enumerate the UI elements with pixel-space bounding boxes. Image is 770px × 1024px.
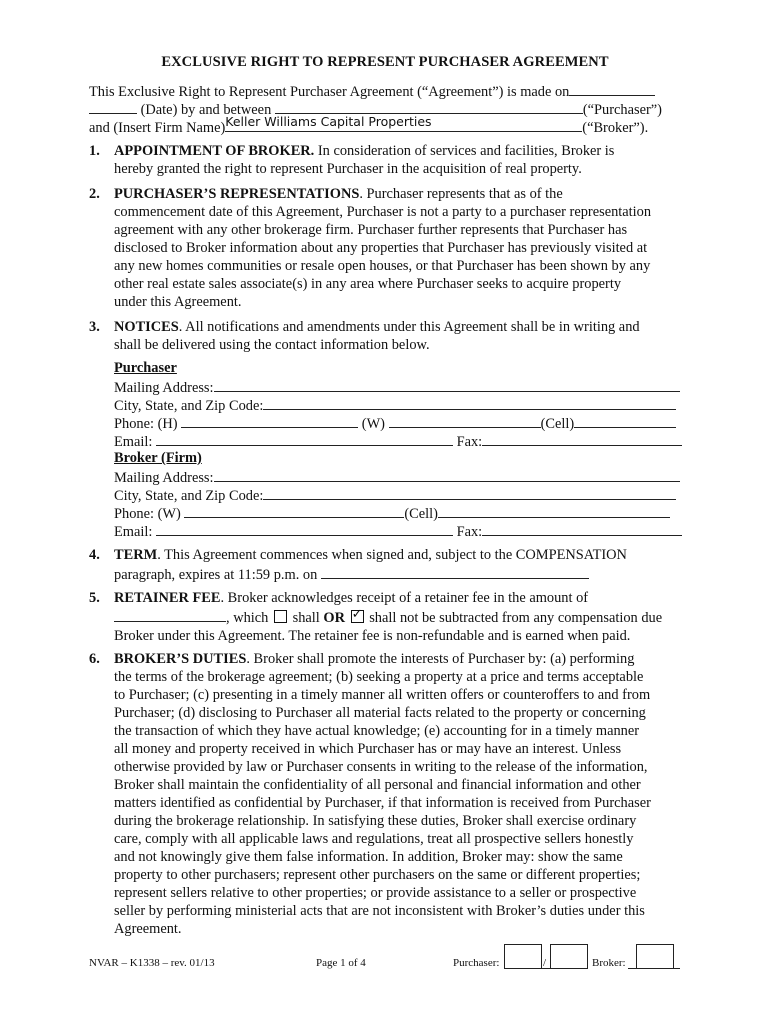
- broker-city-row: City, State, and Zip Code:: [114, 485, 676, 505]
- intro-line-3: and (Insert Firm Name) Keller Williams Capital Properties (“Broker”).: [89, 114, 649, 136]
- section-5-number: 5.: [89, 590, 100, 606]
- purchaser-contact-heading: Purchaser: [114, 360, 177, 376]
- expiration-date-field[interactable]: [321, 564, 589, 579]
- section-1-appointment: APPOINTMENT OF BROKER. In consideration of services and facilities, Broker is hereby granted the right to represent Purchaser in the acquisition of real property.: [114, 143, 615, 177]
- section-1-number: 1.: [89, 143, 100, 159]
- section-5-retainer-fee: RETAINER FEE. Broker acknowledges receipt of a retainer fee in the amount of , which shall OR ✓ shall not be subtracted from any compensation due Broker under this Agreement. The retainer fee is non-refundable and is earned when paid.: [114, 589, 686, 645]
- intro-line-2: (Date) by and between (“Purchaser”): [89, 99, 662, 119]
- intro-line-1: This Exclusive Right to Represent Purchaser Agreement (“Agreement”) is made on: [89, 81, 655, 101]
- purchaser-initials-box-1[interactable]: [504, 944, 542, 969]
- purchaser-email-field[interactable]: [156, 431, 453, 446]
- broker-mailing-field[interactable]: [214, 467, 680, 482]
- section-6-brokers-duties: BROKER’S DUTIES. Broker shall promote the interests of Purchaser by: (a) performing the terms of the brokerage agreement; (b) seeking a property at a price and terms acceptable to Purchaser; (c) presenting in a timely manner all written offers or counteroffers to and from Purchaser; (d) disclosing to Purchaser all material facts related to the property or concerning the transaction of which they have actual knowledge; (e) accounting for in a timely manner all money and property received in which Purchaser has or may have an interest. Unless otherwise provided by law or Purchaser consents in writing to the release of the information, Broker shall maintain the confidentiality of all personal and financial information and other matters identified as confidential by Purchaser, if that information is received from Purchaser during the brokerage relationship. In satisfying these duties, Broker shall exercise ordinary care, comply with all applicable laws and regulations, treat all prospective sellers honestly and not knowingly give them false information. In addition, Broker may: show the same property to other purchasers; represent other purchasers on the same or different properties; represent sellers relative to other properties; or provide assistance to a seller or prospective seller by performing ministerial acts that are not inconsistent with Broker’s duties under this Agreement.: [114, 651, 651, 937]
- retainer-amount-field[interactable]: [114, 607, 226, 622]
- purchaser-phone-work-field[interactable]: [389, 413, 541, 428]
- purchaser-cell-field[interactable]: [574, 413, 676, 428]
- footer-slash: /: [543, 957, 547, 969]
- section-2-heading: PURCHASER’S REPRESENTATIONS: [114, 186, 360, 202]
- broker-fax-field[interactable]: [482, 521, 682, 536]
- footer-page-number: Page 1 of 4: [316, 957, 366, 969]
- purchaser-fax-field[interactable]: [482, 431, 682, 446]
- section-4-heading: TERM: [114, 547, 158, 563]
- broker-phone-work-field[interactable]: [184, 503, 404, 518]
- section-1-heading: APPOINTMENT OF BROKER.: [114, 143, 315, 159]
- firm-name-field[interactable]: Keller Williams Capital Properties: [225, 117, 582, 132]
- purchaser-phone-home-field[interactable]: [181, 413, 358, 428]
- section-4-term: TERM. This Agreement commences when signed and, subject to the COMPENSATION paragraph, expires at 11:59 p.m. on: [114, 547, 627, 583]
- broker-email-field[interactable]: [156, 521, 453, 536]
- footer-purchaser-label: Purchaser:: [453, 957, 500, 969]
- purchaser-mailing-field[interactable]: [214, 377, 680, 392]
- broker-cell-field[interactable]: [438, 503, 670, 518]
- purchaser-name-field[interactable]: [275, 99, 583, 114]
- section-2-number: 2.: [89, 186, 100, 202]
- footer-form-id: NVAR – K1338 – rev. 01/13: [89, 957, 215, 969]
- broker-initials-box[interactable]: [636, 944, 674, 969]
- broker-initials-line: [628, 968, 680, 969]
- section-5-heading: RETAINER FEE: [114, 590, 221, 606]
- purchaser-initials-line: [504, 968, 588, 969]
- shall-not-checkbox[interactable]: [351, 610, 364, 623]
- footer-broker-label: Broker:: [592, 957, 626, 969]
- purchaser-email-row: Email: Fax:: [114, 431, 682, 451]
- purchaser-phone-row: Phone: (H) (W) (Cell): [114, 413, 676, 433]
- purchaser-initials-box-2[interactable]: [550, 944, 588, 969]
- broker-email-row: Email: Fax:: [114, 521, 682, 541]
- section-4-number: 4.: [89, 547, 100, 563]
- shall-checkbox[interactable]: [274, 610, 287, 623]
- broker-mailing-row: Mailing Address:: [114, 467, 680, 487]
- purchaser-city-field[interactable]: [263, 395, 676, 410]
- document-title: EXCLUSIVE RIGHT TO REPRESENT PURCHASER AGREEMENT: [161, 54, 609, 70]
- broker-city-field[interactable]: [263, 485, 676, 500]
- section-3-number: 3.: [89, 319, 100, 335]
- broker-contact-heading: Broker (Firm): [114, 450, 202, 466]
- section-3-notices: NOTICES. All notifications and amendments under this Agreement shall be in writing and shall be delivered using the contact information below.: [114, 319, 640, 353]
- section-6-heading: BROKER’S DUTIES: [114, 651, 247, 667]
- purchaser-city-row: City, State, and Zip Code:: [114, 395, 676, 415]
- section-2-representations: PURCHASER’S REPRESENTATIONS. Purchaser represents that as of the commencement date of this Agreement, Purchaser is not a party to a purchaser representation agreement with any other brokerage firm. Purchaser further represents that Purchaser has disclosed to Broker information about any properties that Purchaser has previously visited at any new homes communities or resale open houses, or that Purchaser has been shown by any other real estate sales associate(s) in any area where Purchaser seeks to acquire property under this Agreement.: [114, 186, 652, 310]
- purchaser-mailing-row: Mailing Address:: [114, 377, 680, 397]
- broker-phone-row: Phone: (W) (Cell): [114, 503, 670, 523]
- section-3-heading: NOTICES: [114, 319, 179, 335]
- date-field-part1[interactable]: [569, 81, 655, 96]
- section-6-number: 6.: [89, 651, 100, 667]
- date-field-part2[interactable]: [89, 99, 137, 114]
